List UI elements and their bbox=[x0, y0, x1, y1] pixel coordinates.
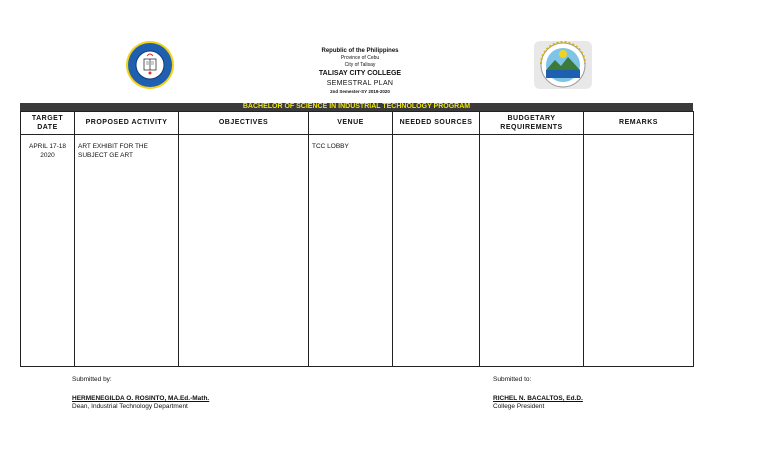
cell-objectives bbox=[179, 135, 309, 367]
col-header-venue: VENUE bbox=[309, 112, 393, 135]
header-college: TALISAY CITY COLLEGE bbox=[318, 70, 402, 77]
header-country: Republic of the Philippines bbox=[321, 48, 399, 54]
city-seal bbox=[533, 40, 593, 90]
submitted-to-label: Submitted to: bbox=[493, 376, 532, 383]
submitted-by-title: Dean, Industrial Technology Department bbox=[72, 403, 188, 410]
document-title: SEMESTRAL PLAN bbox=[326, 80, 394, 87]
submitted-by-name: HERMENEGILDA O. ROSINTO, MA.Ed.-Math. bbox=[72, 395, 210, 402]
talisay-city-college-seal bbox=[118, 40, 182, 90]
table-header-row bbox=[21, 112, 694, 135]
col-header-remarks: REMARKS bbox=[584, 112, 694, 135]
submitted-to-name: RICHEL N. BACALTOS, Ed.D. bbox=[493, 395, 583, 402]
program-banner: BACHELOR OF SCIENCE IN INDUSTRIAL TECHNOLOGY PROGRAM bbox=[20, 103, 693, 111]
submitted-by-label: Submitted by: bbox=[72, 376, 112, 383]
col-header-budgetary-requirements: BUDGETARY REQUIREMENTS bbox=[480, 112, 584, 135]
semestral-plan-table bbox=[20, 111, 694, 367]
header-semester: 2nd Semester-SY 2019-2020 bbox=[330, 89, 390, 94]
col-header-objectives: OBJECTIVES bbox=[179, 112, 309, 135]
cell-target-date: APRIL 17-18 2020 bbox=[21, 135, 75, 367]
table-row bbox=[21, 135, 694, 367]
cell-budgetary-requirements bbox=[480, 135, 584, 367]
col-header-proposed-activity: PROPOSED ACTIVITY bbox=[75, 112, 179, 135]
col-header-target-date: TARGET DATE bbox=[21, 112, 75, 135]
col-header-needed-sources: NEEDED SOURCES bbox=[393, 112, 480, 135]
header-city: City of Talisay bbox=[344, 62, 376, 68]
cell-remarks bbox=[584, 135, 694, 367]
cell-proposed-activity: ART EXHIBIT FOR THE SUBJECT GE ART bbox=[75, 135, 179, 367]
submitted-to-title: College President bbox=[493, 403, 545, 410]
cell-needed-sources bbox=[393, 135, 480, 367]
header-province: Province of Cebu bbox=[340, 55, 380, 61]
cell-venue: TCC LOBBY bbox=[309, 135, 393, 367]
